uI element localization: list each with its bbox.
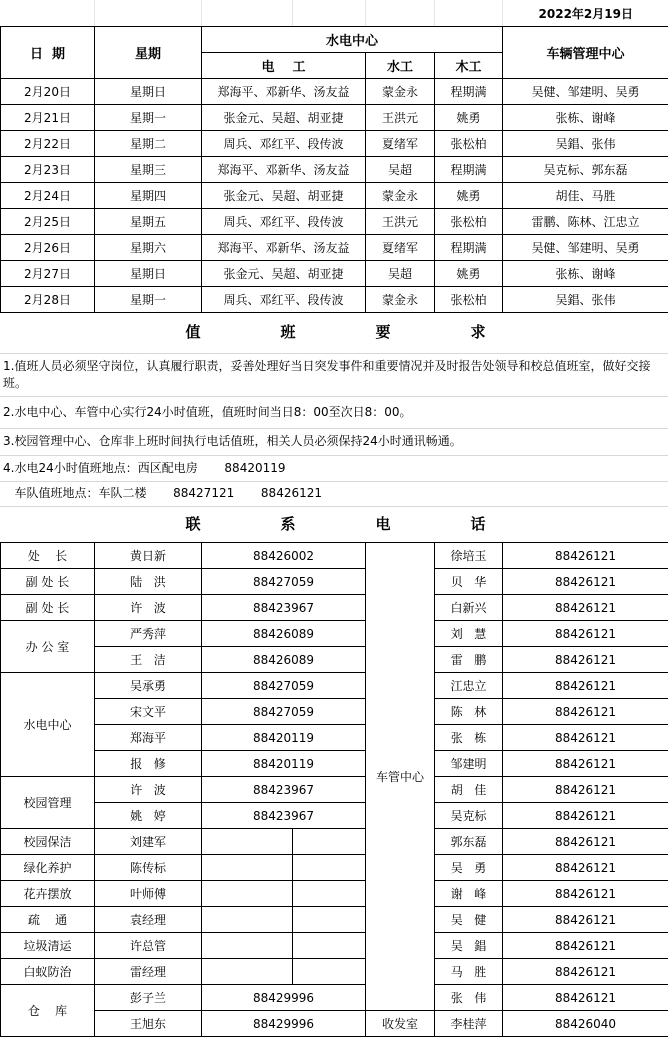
contact-name-cell: 白新兴 [435, 595, 503, 621]
contact-name-cell: 叶师傅 [95, 881, 202, 907]
contact-name-cell: 彭子兰 [95, 985, 202, 1011]
weekday-cell: 星期六 [95, 235, 202, 261]
document-date: 2022年2月19日 [503, 0, 668, 27]
contact-name-cell: 许 波 [95, 777, 202, 803]
schedule-row [1, 209, 668, 235]
contact-name-cell: 谢 峰 [435, 881, 503, 907]
carpenter-cell: 程期满 [435, 235, 503, 261]
schedule-row [1, 131, 668, 157]
contact-phone-cell: 88426121 [503, 803, 668, 829]
contact-phone-cell: 88426121 [503, 543, 668, 569]
contact-name-cell: 邹建明 [435, 751, 503, 777]
contact-name-cell: 张 伟 [435, 985, 503, 1011]
carpenter-cell: 姚勇 [435, 261, 503, 287]
contact-name-cell: 报 修 [95, 751, 202, 777]
empty-phone-cell [293, 959, 366, 985]
vehicle-staff-cell: 吴錩、张伟 [503, 287, 668, 313]
contact-name-cell: 陆 洪 [95, 569, 202, 595]
contact-row [1, 595, 668, 621]
department-cell: 水电中心 [1, 673, 95, 777]
contact-phone-cell: 88426121 [503, 777, 668, 803]
carpenter-cell: 程期满 [435, 157, 503, 183]
contact-name-cell: 徐培玉 [435, 543, 503, 569]
contact-phone-cell: 88420119 [202, 751, 366, 777]
department-cell: 处 长 [1, 543, 95, 569]
title-char: 班 [241, 324, 336, 341]
contact-name-cell: 王旭东 [95, 1011, 202, 1037]
weekday-cell: 星期一 [95, 105, 202, 131]
plumber-cell: 夏绪军 [366, 235, 435, 261]
header-carpenter: 木工 [435, 53, 503, 79]
weekday-cell: 星期日 [95, 261, 202, 287]
schedule-row [1, 235, 668, 261]
contact-name-cell: 江忠立 [435, 673, 503, 699]
contact-row [1, 803, 668, 829]
electricians-cell: 周兵、邓红平、段传波 [202, 287, 366, 313]
electricians-cell: 郑海平、邓新华、汤友益 [202, 79, 366, 105]
department-cell: 校园保洁 [1, 829, 95, 855]
carpenter-cell: 姚勇 [435, 183, 503, 209]
department-cell: 垃圾清运 [1, 933, 95, 959]
contact-name-cell: 吴 勇 [435, 855, 503, 881]
contact-phone-cell: 88426121 [503, 907, 668, 933]
requirement-item: 4.水电24小时值班地点：西区配电房 88420119 [0, 455, 668, 481]
department-cell: 白蚁防治 [1, 959, 95, 985]
contact-phone-cell: 88426121 [503, 621, 668, 647]
contact-row [1, 751, 668, 777]
contact-phone-cell: 88426121 [503, 959, 668, 985]
contact-phone-cell: 88426121 [503, 725, 668, 751]
vehicle-staff-cell: 胡佳、马胜 [503, 183, 668, 209]
empty-phone-cell [202, 907, 293, 933]
electricians-cell: 郑海平、邓新华、汤友益 [202, 157, 366, 183]
contact-phone-cell: 88423967 [202, 803, 366, 829]
plumber-cell: 蒙金永 [366, 79, 435, 105]
department-cell: 副 处 长 [1, 595, 95, 621]
contact-phone-cell: 88426121 [503, 647, 668, 673]
contact-row [1, 621, 668, 647]
weekday-cell: 星期三 [95, 157, 202, 183]
header-date: 日 期 [1, 27, 95, 79]
contact-phone-cell: 88426002 [202, 543, 366, 569]
contact-name-cell: 雷经理 [95, 959, 202, 985]
title-char: 话 [431, 516, 526, 533]
duty-schedule-table [0, 0, 668, 313]
weekday-cell: 星期五 [95, 209, 202, 235]
empty-phone-cell [202, 829, 293, 855]
plumber-cell: 王洪元 [366, 105, 435, 131]
contact-phone-cell: 88426121 [503, 595, 668, 621]
department-cell: 办 公 室 [1, 621, 95, 673]
plumber-cell: 王洪元 [366, 209, 435, 235]
contact-phone-cell: 88426121 [503, 699, 668, 725]
contact-row [1, 881, 668, 907]
contact-name-cell: 郭东磊 [435, 829, 503, 855]
contact-name-cell: 宋文平 [95, 699, 202, 725]
weekday-cell: 星期一 [95, 287, 202, 313]
contact-phone-cell: 88426121 [503, 933, 668, 959]
contact-name-cell: 刘建军 [95, 829, 202, 855]
header-water-elec-center: 水电中心 [202, 27, 503, 53]
empty-phone-cell [293, 881, 366, 907]
duty-requirements [0, 313, 668, 542]
header-electrician: 电 工 [202, 53, 366, 79]
empty-phone-cell [202, 933, 293, 959]
contact-row [1, 855, 668, 881]
date-cell: 2月21日 [1, 105, 95, 131]
contact-name-cell: 黄日新 [95, 543, 202, 569]
department-cell: 校园管理 [1, 777, 95, 829]
contact-name-cell: 马 胜 [435, 959, 503, 985]
title-char: 联 [146, 516, 241, 533]
empty-phone-cell [293, 907, 366, 933]
header-weekday: 星期 [95, 27, 202, 79]
contact-phone-cell: 88426121 [503, 751, 668, 777]
department-cell: 副 处 长 [1, 569, 95, 595]
electricians-cell: 周兵、邓红平、段传波 [202, 131, 366, 157]
title-char: 电 [336, 516, 431, 533]
vehicle-staff-cell: 吴錩、张伟 [503, 131, 668, 157]
title-char: 求 [431, 324, 526, 341]
empty-phone-cell [293, 829, 366, 855]
vehicle-staff-cell: 吴克标、郭东磊 [503, 157, 668, 183]
contact-name-cell: 吴承勇 [95, 673, 202, 699]
contact-phone-cell: 88427059 [202, 569, 366, 595]
empty-phone-cell [202, 959, 293, 985]
contact-phone-cell: 88426121 [503, 985, 668, 1011]
plumber-cell: 夏绪军 [366, 131, 435, 157]
date-cell: 2月22日 [1, 131, 95, 157]
vehicle-staff-cell: 雷鹏、陈林、江忠立 [503, 209, 668, 235]
contact-row [1, 543, 668, 569]
title-char: 要 [336, 324, 431, 341]
contact-phone-cell: 88426089 [202, 621, 366, 647]
contacts-title [0, 506, 668, 542]
contact-row [1, 647, 668, 673]
contact-phone-cell: 88423967 [202, 777, 366, 803]
electricians-cell: 张金元、吴超、胡亚捷 [202, 183, 366, 209]
carpenter-cell: 姚勇 [435, 105, 503, 131]
schedule-row [1, 183, 668, 209]
contact-name-cell: 雷 鹏 [435, 647, 503, 673]
vehicle-center-dept-cell: 车管中心 [366, 543, 435, 1011]
date-cell: 2月23日 [1, 157, 95, 183]
requirement-item: 3.校园管理中心、仓库非上班时间执行电话值班，相关人员必须保持24小时通讯畅通。 [0, 428, 668, 455]
contact-name-cell: 王 洁 [95, 647, 202, 673]
schedule-row [1, 287, 668, 313]
contact-phone-cell: 88426121 [503, 881, 668, 907]
header-vehicle-center: 车辆管理中心 [503, 27, 668, 79]
contact-phone-cell: 88429996 [202, 1011, 366, 1037]
contact-row [1, 725, 668, 751]
date-cell: 2月28日 [1, 287, 95, 313]
contact-row [1, 1011, 668, 1037]
schedule-row [1, 157, 668, 183]
contact-phone-cell: 88426089 [202, 647, 366, 673]
contact-name-cell: 吴 錩 [435, 933, 503, 959]
plumber-cell: 吴超 [366, 157, 435, 183]
contact-phone-table [0, 542, 668, 1037]
contact-row [1, 569, 668, 595]
empty-phone-cell [293, 933, 366, 959]
contact-name-cell: 袁经理 [95, 907, 202, 933]
requirements-title [0, 313, 668, 353]
mailroom-dept-cell: 收发室 [366, 1011, 435, 1037]
plumber-cell: 蒙金永 [366, 287, 435, 313]
contact-name-cell: 许总管 [95, 933, 202, 959]
empty-phone-cell [202, 855, 293, 881]
plumber-cell: 蒙金永 [366, 183, 435, 209]
contact-row [1, 699, 668, 725]
contact-name-cell: 张 栋 [435, 725, 503, 751]
date-cell: 2月27日 [1, 261, 95, 287]
schedule-row [1, 261, 668, 287]
contact-phone-cell: 88420119 [202, 725, 366, 751]
electricians-cell: 张金元、吴超、胡亚捷 [202, 261, 366, 287]
schedule-row [1, 105, 668, 131]
contact-name-cell: 郑海平 [95, 725, 202, 751]
department-cell: 绿化养护 [1, 855, 95, 881]
empty-phone-cell [202, 881, 293, 907]
date-cell: 2月25日 [1, 209, 95, 235]
contact-name-cell: 李桂萍 [435, 1011, 503, 1037]
department-cell: 花卉摆放 [1, 881, 95, 907]
date-cell: 2月20日 [1, 79, 95, 105]
date-cell: 2月26日 [1, 235, 95, 261]
contact-phone-cell: 88426121 [503, 569, 668, 595]
contact-phone-cell: 88427059 [202, 699, 366, 725]
contact-name-cell: 贝 华 [435, 569, 503, 595]
contact-row [1, 959, 668, 985]
weekday-cell: 星期日 [95, 79, 202, 105]
plumber-cell: 吴超 [366, 261, 435, 287]
vehicle-staff-cell: 张栋、谢峰 [503, 105, 668, 131]
contact-row [1, 673, 668, 699]
contact-row [1, 933, 668, 959]
department-cell: 仓 库 [1, 985, 95, 1037]
contact-name-cell: 陈 林 [435, 699, 503, 725]
contact-row [1, 829, 668, 855]
date-cell: 2月24日 [1, 183, 95, 209]
contact-name-cell: 吴克标 [435, 803, 503, 829]
weekday-cell: 星期二 [95, 131, 202, 157]
electricians-cell: 张金元、吴超、胡亚捷 [202, 105, 366, 131]
schedule-row [1, 79, 668, 105]
header-plumber: 水工 [366, 53, 435, 79]
contact-phone-cell: 88426121 [503, 829, 668, 855]
title-char: 值 [146, 324, 241, 341]
contact-phone-cell: 88423967 [202, 595, 366, 621]
contact-name-cell: 刘 慧 [435, 621, 503, 647]
contact-row [1, 907, 668, 933]
contact-name-cell: 严秀萍 [95, 621, 202, 647]
contact-name-cell: 胡 佳 [435, 777, 503, 803]
contact-name-cell: 陈传标 [95, 855, 202, 881]
vehicle-staff-cell: 张栋、谢峰 [503, 261, 668, 287]
electricians-cell: 周兵、邓红平、段传波 [202, 209, 366, 235]
requirement-item: 车队值班地点：车队二楼 88427121 88426121 [0, 481, 668, 506]
contact-row [1, 777, 668, 803]
vehicle-staff-cell: 吴健、邹建明、吴勇 [503, 79, 668, 105]
requirement-item: 1.值班人员必须坚守岗位，认真履行职责，妥善处理好当日突发事件和重要情况并及时报告处领导和校总值班室，做好交接班。 [0, 353, 668, 396]
contact-name-cell: 吴 健 [435, 907, 503, 933]
carpenter-cell: 张松柏 [435, 209, 503, 235]
contact-phone-cell: 88427059 [202, 673, 366, 699]
department-cell: 疏 通 [1, 907, 95, 933]
contact-row [1, 985, 668, 1011]
contact-phone-cell: 88429996 [202, 985, 366, 1011]
carpenter-cell: 张松柏 [435, 287, 503, 313]
title-char: 系 [241, 516, 336, 533]
contact-name-cell: 许 波 [95, 595, 202, 621]
carpenter-cell: 程期满 [435, 79, 503, 105]
contact-name-cell: 姚 婷 [95, 803, 202, 829]
contact-phone-cell: 88426121 [503, 673, 668, 699]
requirement-item: 2.水电中心、车管中心实行24小时值班，值班时间当日8：00至次日8：00。 [0, 396, 668, 428]
contact-phone-cell: 88426040 [503, 1011, 668, 1037]
weekday-cell: 星期四 [95, 183, 202, 209]
contact-phone-cell: 88426121 [503, 855, 668, 881]
electricians-cell: 郑海平、邓新华、汤友益 [202, 235, 366, 261]
vehicle-staff-cell: 吴健、邹建明、吴勇 [503, 235, 668, 261]
carpenter-cell: 张松柏 [435, 131, 503, 157]
empty-phone-cell [293, 855, 366, 881]
